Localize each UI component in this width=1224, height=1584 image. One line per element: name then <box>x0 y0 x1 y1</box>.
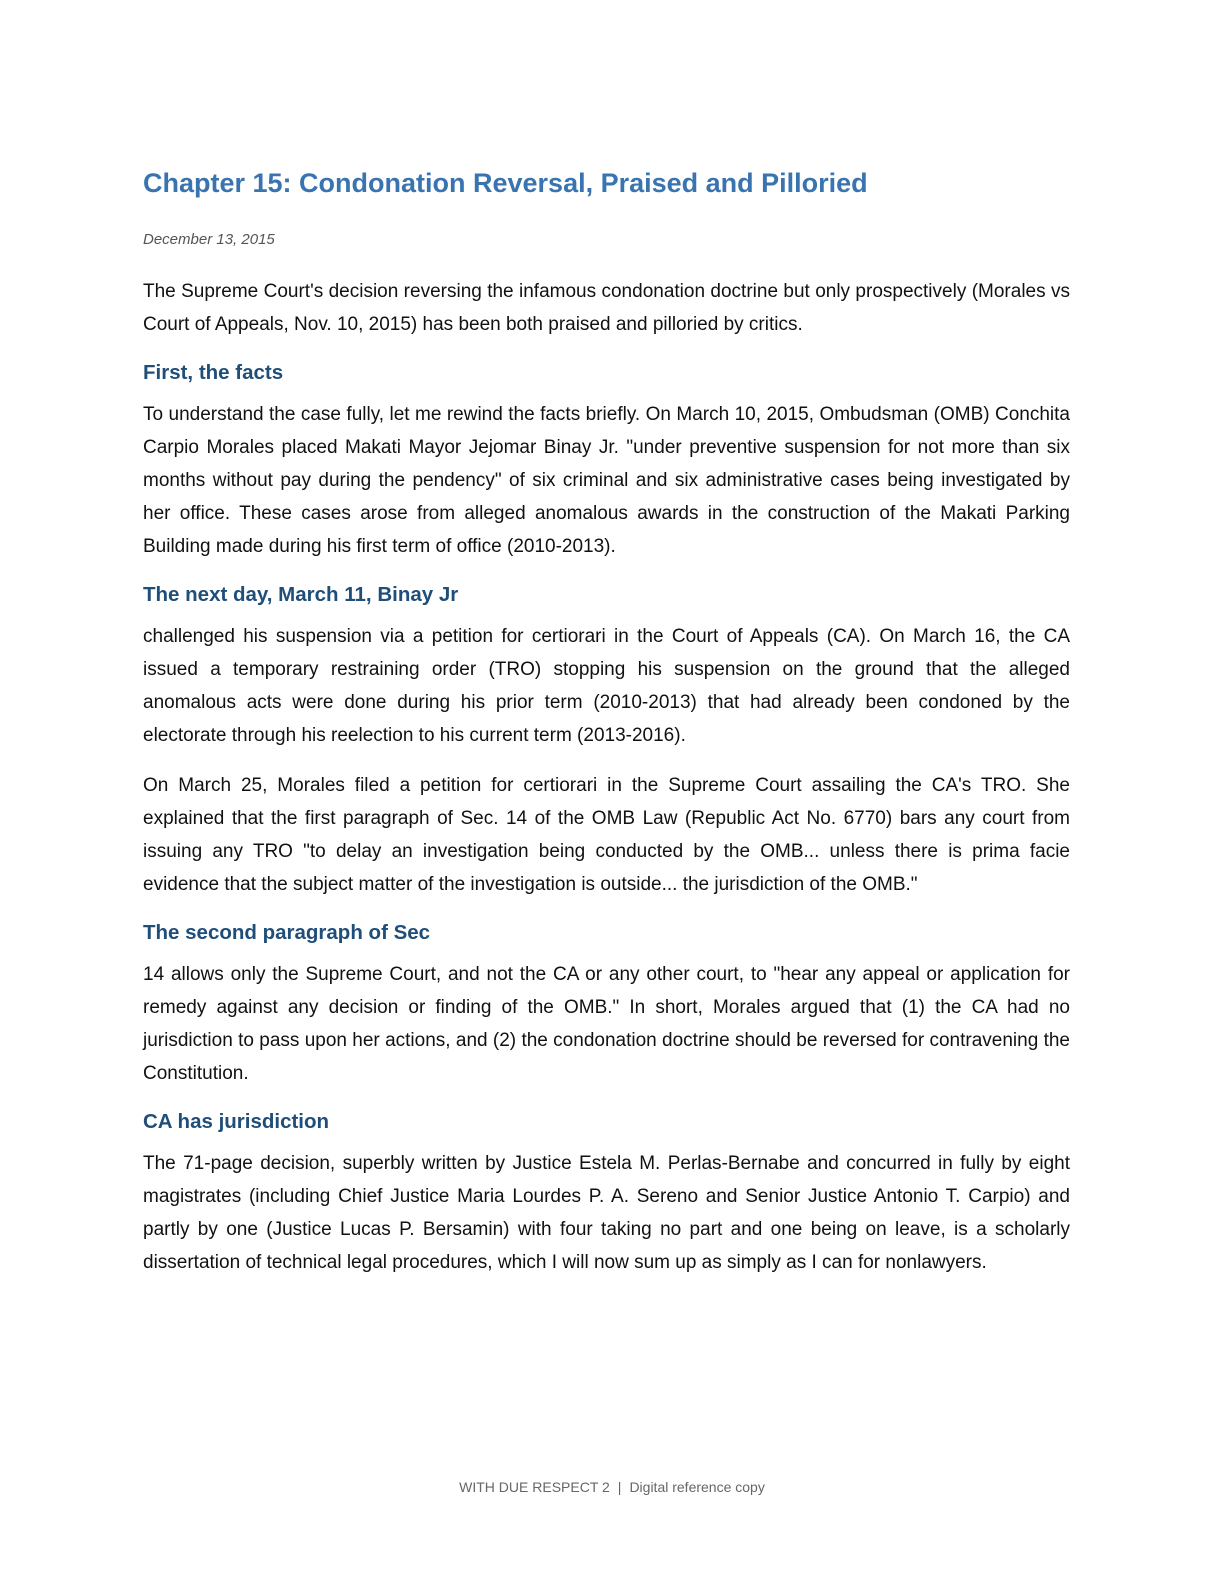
section-heading-next-day: The next day, March 11, Binay Jr <box>143 583 459 606</box>
section-paragraph: The 71-page decision, superbly written by Justice Estela M. Perlas-Bernabe and concurred in fully by eight magistrates (including Chief Justice Maria Lourdes P. A. Sereno and Senior Justice Antonio T. Carpio) and partly by one (Justice Lucas P. Bersamin) with four taking no part and one being on leave, is a scholarly dissertation of technical legal procedures, which I will now sum up as simply as I can for nonlawyers. <box>143 1153 1070 1273</box>
section-paragraph: To understand the case fully, let me rewind the facts briefly. On March 10, 2015, Ombudsman (OMB) Conchita Carpio Morales placed Makati Mayor Jejomar Binay Jr. "under preventive suspension for not more than six months without pay during the pendency" of six criminal and six administrative cases being investigated by her office. These cases arose from alleged anomalous awards in the construction of the Makati Parking Building made during his first term of office (2010-2013). <box>143 404 1070 557</box>
footer-separator: | <box>617 1479 622 1495</box>
chapter-date: December 13, 2015 <box>143 231 275 248</box>
article-body <box>143 275 1070 1296</box>
footer-note: Digital reference copy <box>629 1479 765 1495</box>
page-footer <box>0 1479 1224 1495</box>
section-paragraph: On March 25, Morales filed a petition for certiorari in the Supreme Court assailing the CA's TRO. She explained that the first paragraph of Sec. 14 of the OMB Law (Republic Act No. 6770) bars any court from issuing any TRO "to delay an investigation being conducted by the OMB... unless there is prima facie evidence that the subject matter of the investigation is outside... the jurisdiction of the OMB." <box>143 775 1070 895</box>
section-paragraph: 14 allows only the Supreme Court, and not the CA or any other court, to "hear any appeal or application for remedy against any decision or finding of the OMB." In short, Morales argued that (1) the CA had no jurisdiction to pass upon her actions, and (2) the condonation doctrine should be reversed for contravening the Constitution. <box>143 964 1070 1084</box>
section-heading-ca-jurisdiction: CA has jurisdiction <box>143 1110 330 1133</box>
footer-book-title: WITH DUE RESPECT 2 <box>459 1479 610 1495</box>
section-heading-first-facts: First, the facts <box>143 361 284 384</box>
intro-paragraph: The Supreme Court's decision reversing the infamous condonation doctrine but only prospectively (Morales vs Court of Appeals, Nov. 10, 2015) has been both praised and pilloried by critics. <box>143 281 1070 335</box>
chapter-title: Chapter 15: Condonation Reversal, Praised and Pilloried <box>143 168 868 198</box>
section-paragraph: challenged his suspension via a petition for certiorari in the Court of Appeals (CA). On March 16, the CA issued a temporary restraining order (TRO) stopping his suspension on the ground that the alleged anomalous acts were done during his prior term (2010-2013) that had already been condoned by the electorate through his reelection to his current term (2013-2016). <box>143 626 1070 746</box>
section-heading-second-paragraph: The second paragraph of Sec <box>143 921 431 944</box>
